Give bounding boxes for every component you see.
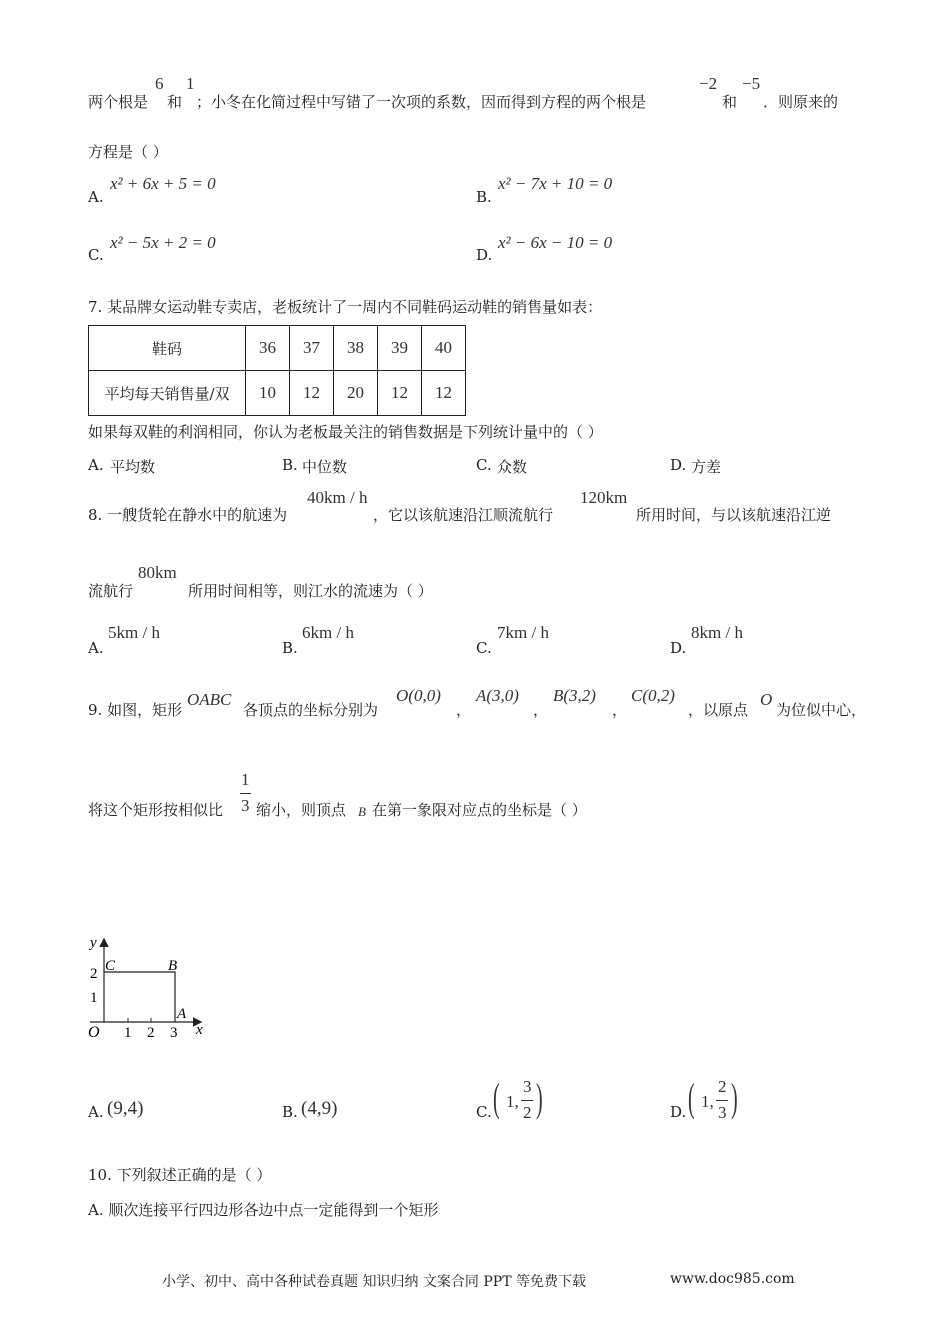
- q6-root-1: 6: [155, 74, 164, 93]
- q9-line1-text-c: ，以原点: [688, 701, 749, 719]
- q9-line1-text-a: 9. 如图，矩形: [88, 701, 183, 719]
- q9-option-d-prefix: 1,: [701, 1092, 714, 1111]
- q8-line2-text-b: 所用时间相等，则江水的流速为（ ）: [188, 582, 433, 600]
- q8-line1-text-b: ，它以该航速沿江顺流航行: [373, 506, 554, 524]
- q9-line2-text-c: 在第一象限对应点的坐标是（ ）: [372, 801, 587, 819]
- q9-option-c-denominator: 2: [523, 1103, 532, 1122]
- q6-line1-text-c: ．则原来的: [763, 93, 839, 111]
- q9-rect-name: OABC: [187, 690, 232, 709]
- q9-option-c-fraction-bar: [521, 1100, 533, 1101]
- q9-origin: O: [760, 690, 773, 709]
- footer-text: 小学、初中、高中各种试卷真题 知识归纳 文案合同 PPT 等免费下载: [162, 1274, 586, 1290]
- table-cell: 38: [334, 326, 378, 371]
- y-axis-label: y: [90, 935, 97, 951]
- q8-speed: 40km / h: [307, 488, 368, 507]
- q7-option-c-text: 众数: [497, 458, 528, 476]
- q6-option-c-label: C.: [88, 246, 104, 264]
- q8-option-a-label: A.: [88, 639, 104, 657]
- x-tick-label: 1: [124, 1025, 132, 1041]
- q6-line1-text-a: 两个根是: [88, 93, 149, 111]
- q9-comma-3: ，: [612, 701, 628, 719]
- table-cell: 12: [422, 371, 466, 416]
- q9-vertex-b: B: [358, 804, 366, 819]
- q7-stem: 7. 某品牌女运动鞋专卖店，老板统计了一周内不同鞋码运动鞋的销售量如表：: [88, 298, 603, 316]
- q9-option-a-label: A.: [88, 1103, 104, 1121]
- table-cell: 39: [378, 326, 422, 371]
- q8-option-d-label: D.: [670, 639, 687, 657]
- table-cell: 10: [246, 371, 290, 416]
- q6-option-a-label: A.: [88, 188, 104, 206]
- q9-option-c-label: C.: [476, 1103, 492, 1121]
- q7-option-a-label: A.: [88, 456, 104, 474]
- q6-option-b-expr: x² − 7x + 10 = 0: [498, 174, 613, 193]
- point-a-label: A: [177, 1006, 187, 1022]
- q6-option-c-expr: x² − 5x + 2 = 0: [110, 233, 216, 252]
- q10-option-a[interactable]: A. 顺次连接平行四边形各边中点一定能得到一个矩形: [88, 1201, 439, 1219]
- q7-option-c-label: C.: [476, 456, 492, 474]
- q9-option-d-fraction-bar: [716, 1100, 728, 1101]
- q8-option-c-label: C.: [476, 639, 492, 657]
- q7-option-d-text: 方差: [691, 458, 722, 476]
- q9-fraction-numerator: 1: [241, 770, 250, 789]
- q9-fraction-bar: [240, 793, 251, 794]
- q9-option-d-numerator: 2: [718, 1077, 727, 1096]
- q9-line1-text-d: 为位似中心，: [776, 701, 867, 719]
- q9-line1-text-b: 各顶点的坐标分别为: [243, 701, 379, 719]
- origin-label: O: [88, 1024, 100, 1041]
- x-axis-label: x: [196, 1022, 203, 1038]
- q6-and-1: 和: [167, 93, 183, 111]
- q7-option-d-label: D.: [670, 456, 687, 474]
- q9-point-c: C(0,2): [631, 686, 675, 705]
- q9-point-o: O(0,0): [396, 686, 441, 705]
- table-row: [89, 326, 466, 371]
- table-header-cell: 平均每天销售量/双: [89, 371, 246, 416]
- q6-option-a-expr: x² + 6x + 5 = 0: [110, 174, 216, 193]
- table-cell: 37: [290, 326, 334, 371]
- q9-option-b-text: (4,9): [301, 1098, 338, 1119]
- q9-comma-1: ，: [456, 701, 472, 719]
- q6-option-b-label: B.: [476, 188, 492, 206]
- q6-root-2: 1: [186, 74, 195, 93]
- q8-distance-1: 120km: [580, 488, 628, 507]
- q9-option-a-text: (9,4): [107, 1098, 144, 1119]
- q6-root-4: −5: [742, 74, 761, 93]
- q7-option-a-text: 平均数: [110, 458, 156, 476]
- point-c-label: C: [105, 958, 116, 974]
- table-cell: 12: [378, 371, 422, 416]
- q9-comma-2: ，: [533, 701, 549, 719]
- q8-distance-2: 80km: [138, 563, 177, 582]
- footer-url[interactable]: www.doc985.com: [670, 1271, 795, 1287]
- q8-option-d-text: 8km / h: [691, 623, 743, 642]
- q8-option-c-text: 7km / h: [497, 623, 549, 642]
- q8-option-b-text: 6km / h: [302, 623, 354, 642]
- table-header-cell: 鞋码: [89, 326, 246, 371]
- q9-option-d-left-paren: (: [688, 1075, 695, 1120]
- table-cell: 36: [246, 326, 290, 371]
- q9-fraction-denominator: 3: [241, 796, 250, 815]
- q9-point-b: B(3,2): [553, 686, 596, 705]
- q9-option-d-denominator: 3: [718, 1103, 727, 1122]
- q8-option-a-text: 5km / h: [108, 623, 160, 642]
- q9-option-d-right-paren: ): [731, 1075, 738, 1120]
- table-row: [89, 371, 466, 416]
- q7-option-b-text: 中位数: [302, 458, 348, 476]
- q6-line1-text-b: ；小冬在化简过程中写错了一次项的系数，因而得到方程的两个根是: [196, 93, 647, 111]
- x-tick-label: 3: [170, 1025, 178, 1041]
- q7-question: 如果每双鞋的利润相同，你认为老板最关注的销售数据是下列统计量中的（ ）: [88, 423, 603, 441]
- q6-root-3: −2: [699, 74, 718, 93]
- q8-line1-text-c: 所用时间，与以该航速沿江逆: [636, 506, 832, 524]
- q6-option-d-expr: x² − 6x − 10 = 0: [498, 233, 613, 252]
- q9-option-c-prefix: 1,: [506, 1092, 519, 1111]
- q9-line2-text-b: 缩小，则顶点: [256, 801, 347, 819]
- table-cell: 20: [334, 371, 378, 416]
- q6-option-d-label: D.: [476, 246, 493, 264]
- q6-line2-text: 方程是（ ）: [88, 143, 168, 161]
- q7-option-b-label: B.: [282, 456, 298, 474]
- q9-line2-text-a: 将这个矩形按相似比: [88, 801, 224, 819]
- q9-coordinate-figure: [80, 930, 220, 1045]
- q9-option-c-right-paren: ): [536, 1075, 543, 1120]
- q9-option-c-numerator: 3: [523, 1077, 532, 1096]
- x-tick-label: 2: [147, 1025, 155, 1041]
- q9-option-b-label: B.: [282, 1103, 298, 1121]
- q9-option-c-left-paren: (: [493, 1075, 500, 1120]
- table-cell: 40: [422, 326, 466, 371]
- q9-option-d-label: D.: [670, 1103, 687, 1121]
- table-cell: 12: [290, 371, 334, 416]
- q8-option-b-label: B.: [282, 639, 298, 657]
- q8-line1-text-a: 8. 一艘货轮在静水中的航速为: [88, 506, 288, 524]
- q10-stem: 10. 下列叙述正确的是（ ）: [88, 1166, 272, 1184]
- q6-and-2: 和: [722, 93, 738, 111]
- y-tick-label: 2: [90, 966, 98, 982]
- shoe-sales-table: [88, 325, 466, 416]
- y-tick-label: 1: [90, 990, 98, 1006]
- rectangle-oabc: [104, 972, 175, 1022]
- q9-point-a: A(3,0): [476, 686, 519, 705]
- point-b-label: B: [168, 958, 178, 974]
- q8-line2-text-a: 流航行: [88, 582, 134, 600]
